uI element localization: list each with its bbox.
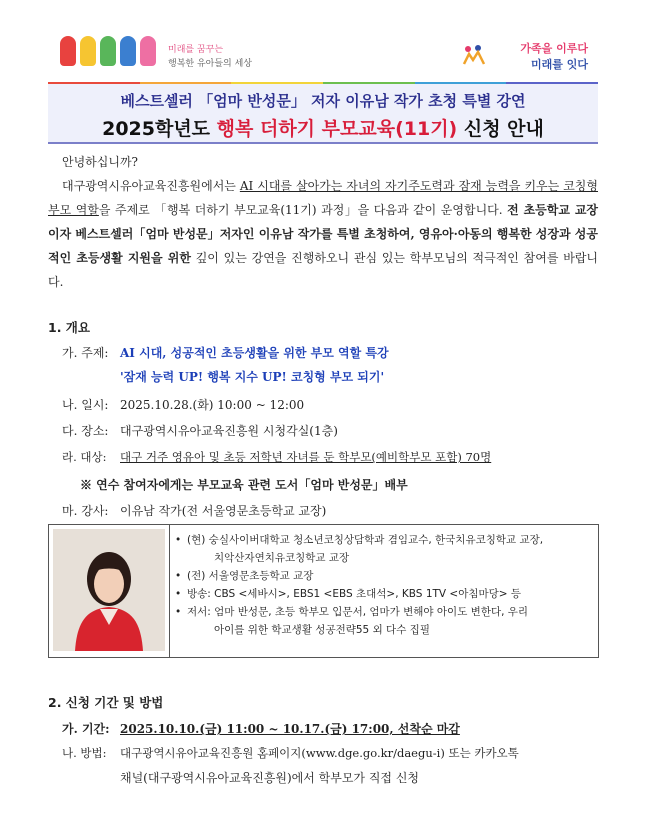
title-prefix: 2025학년도 [102,118,217,140]
lecturer-value: 이유남 작가(전 서울영문초등학교 교장) [120,504,327,518]
mascot-blue-icon [120,36,136,66]
target-row [62,449,491,465]
family-logo-icon [462,44,486,66]
profile-item [175,603,593,639]
method-key: 나. 방법: [62,746,107,760]
section2-heading: 2. 신청 기간 및 방법 [48,695,164,710]
method-line1: 대구광역시유아교육진흥원 홈페이지(www.dge.go.kr/daegu-i) 또는 카카오톡 [120,746,519,760]
profile-text: (전) 서울영문초등학교 교장 [187,570,314,582]
book-note: ※ 연수 참여자에게는 부모교육 관련 도서「엄마 반성문」배부 [80,478,408,492]
place-value: 대구광역시유아교육진흥원 시청각실(1층) [120,424,338,438]
left-logo-line2: 행복한 유아들의 세상 [168,59,252,69]
topic-line2-row [120,368,384,385]
topic-line2: '잠재 능력 UP! 행복 지수 UP! 코칭형 부모 되기' [120,370,385,384]
greeting: 안녕하십니까? [62,155,138,169]
intro [48,150,598,294]
right-logo-line1: 가족을 이루다 [520,42,588,55]
period-value: 2025.10.10.(금) 11:00 ~ 10.17.(금) 17:00, 선착순 마감 [120,722,460,736]
topic-key: 가. 주제: [62,346,109,360]
date-value: 2025.10.28.(화) 10:00 ~ 12:00 [120,398,305,412]
right-logo-line2: 미래를 잇다 [531,58,588,71]
profile-text: 방송: CBS <세바시>, EBS1 <EBS 초대석>, KBS 1TV <아침마당> 등 [187,588,522,600]
topic-line1: AI 시대, 성공적인 초등생활을 위한 부모 역할 특강 [120,346,389,360]
right-logo [520,40,588,72]
lecturer-key: 마. 강사: [62,504,109,518]
profile-text-cont: 치악산자연치유코칭학교 교장 [214,552,350,564]
profile-text: 저서: 엄마 반성문, 초등 학부모 입문서, 엄마가 변해야 아이도 변한다, 우리 [187,606,529,618]
intro-text-1: 대구광역시유아교육진흥원에서는 [62,179,240,193]
date-row [62,396,304,413]
left-logo-line1: 미래를 꿈꾸는 [168,45,224,55]
lecturer-row [62,502,326,519]
period-row [62,720,460,737]
speaker-box [48,524,599,658]
mascot-pink-icon [140,36,156,66]
title-suffix: 신청 안내 [457,118,544,140]
target-value: 대구 거주 영유아 및 초등 저학년 자녀를 둔 학부모(예비학부모 포함) 70명 [120,450,492,464]
place-row [62,422,338,439]
speaker-profile-list [175,531,593,639]
method-line2: 채널(대구광역시유아교육진흥원)에서 학부모가 직접 신청 [120,771,420,785]
intro-underline: AI 시대를 살아가는 자녀의 자기주도력과 잠재 능력을 키우는 코칭형 부모 역할 [48,179,598,217]
profile-item [175,567,593,585]
speaker-photo [53,529,165,651]
intro-text-3: 깊이 있는 강연을 진행하오니 관심 있는 학부모님의 적극적인 참여를 바랍니다. [48,251,599,289]
title-highlight: 행복 더하기 부모교육(11기) [216,118,458,140]
section1-heading: 1. 개요 [48,320,90,335]
intro-paragraph [48,174,598,294]
header [48,28,596,78]
profile-text-cont: 아이를 위한 학교생활 성공전략55 외 다수 집필 [214,624,430,636]
method-row [62,745,519,761]
period-key: 가. 기간: [62,722,110,736]
date-key: 나. 일시: [62,398,109,412]
profile-item [175,585,593,603]
page-title [48,114,598,141]
intro-text-2: 을 주제로 「행복 더하기 부모교육(11기) 과정」을 다음과 같이 운영합니다. [98,203,508,217]
place-key: 다. 장소: [62,424,109,438]
profile-text: (현) 숭실사이버대학교 청소년코칭상담학과 겸임교수, 한국치유코칭학교 교장, [187,534,544,546]
mascot-red-icon [60,36,76,66]
topic-row [62,344,389,361]
mascot-yellow-icon [80,36,96,66]
method-line2-row [120,769,419,786]
intro-bold: 전 초등학교 교장이자 베스트셀러「엄마 반성문」저자인 이유남 작가를 특별 초청하여, 영유아·아동의 행복한 성장과 성공적인 초등생활 지원을 위한 [48,203,598,265]
speaker-divider [169,525,170,657]
subtitle: 베스트셀러 「엄마 반성문」 저자 이유남 작가 초청 특별 강연 [120,92,526,110]
title-box [48,84,598,144]
mascot-green-icon [100,36,116,66]
target-key: 라. 대상: [62,450,107,464]
profile-item [175,531,593,567]
